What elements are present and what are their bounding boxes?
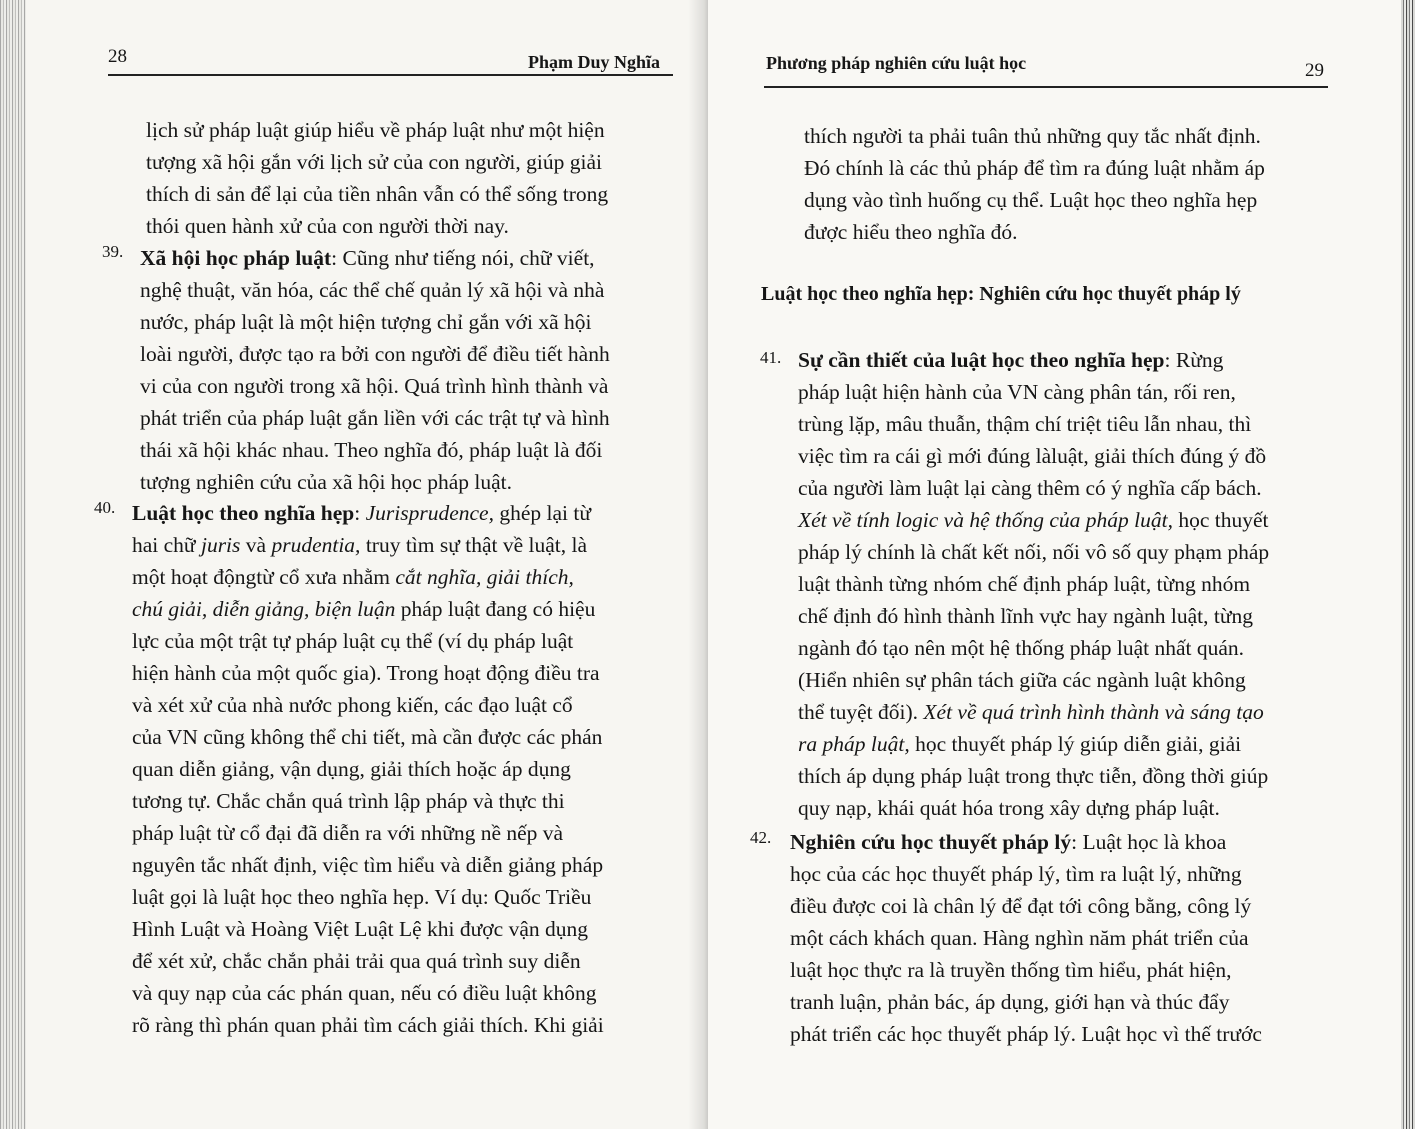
page-edge-right: [1401, 0, 1415, 1129]
text-span: : Rừng: [1164, 348, 1224, 372]
text-line: trùng lặp, mâu thuẫn, thậm chí triệt tiêu lẫn nhau, thì: [798, 412, 1252, 436]
left-running-head: Phạm Duy Nghĩa: [528, 52, 661, 72]
text-line: nguyên tắc nhất định, việc tìm hiểu và diễn giảng pháp: [132, 853, 604, 877]
text-line: của người làm luật lại càng thêm có ý nghĩa cấp bách.: [798, 476, 1262, 500]
right-page: [708, 0, 1415, 1129]
text-line: thái xã hội khác nhau. Theo nghĩa đó, pháp luật là đối: [140, 438, 603, 462]
right-running-head: Phương pháp nghiên cứu luật học: [766, 53, 1027, 73]
paragraph-number-40: 40.: [94, 498, 116, 517]
italic-span: prudentia,: [271, 533, 361, 557]
text-line: tượng xã hội gắn với lịch sử của con người, giúp giải: [146, 150, 602, 174]
right-page-number: 29: [1305, 60, 1324, 81]
text-line: việc tìm ra cái gì mới đúng làluật, giải thích đúng ý đồ: [798, 444, 1267, 468]
text-span: truy tìm sự thật về luật, là: [360, 533, 588, 557]
text-line: điều được coi là chân lý để đạt tới công bằng, công lý: [790, 894, 1252, 918]
text-line: học của các học thuyết pháp lý, tìm ra luật lý, những: [790, 862, 1242, 886]
text-line: Hình Luật và Hoàng Việt Luật Lệ khi được vận dụng: [132, 917, 589, 941]
paragraph-41: [798, 344, 1322, 824]
text-line: (Hiển nhiên sự phân tách giữa các ngành luật không: [798, 668, 1246, 692]
text-span: hai chữ: [132, 533, 201, 557]
italic-span: Jurisprudence,: [365, 501, 494, 525]
text-line: và quy nạp của các phán quan, nếu có điều luật không: [132, 981, 597, 1005]
paragraph-39: [140, 242, 668, 498]
italic-span: cắt nghĩa, giải thích,: [395, 565, 574, 589]
paragraph-number-42: 42.: [750, 828, 772, 847]
text-line: dụng vào tình huống cụ thể. Luật học theo nghĩa hẹp: [804, 188, 1258, 212]
text-span: : Luật học là khoa: [1071, 830, 1227, 854]
text-line: tương tự. Chắc chắn quá trình lập pháp và thực thi: [132, 789, 565, 813]
text-span: : Cũng như tiếng nói, chữ viết,: [331, 246, 595, 270]
page-edge-left: [0, 0, 26, 1129]
text-line: thích áp dụng pháp luật trong thực tiễn, đồng thời giúp: [798, 764, 1269, 788]
text-span: một hoạt độngtừ cổ xưa nhằm: [132, 565, 396, 589]
italic-span: juris: [200, 533, 241, 557]
right-intro-text: [804, 120, 1328, 248]
text-span: và: [240, 533, 272, 557]
paragraph-40: [132, 497, 662, 1041]
text-line: ngành đó tạo nên một hệ thống pháp luật nhất quán.: [798, 636, 1245, 660]
section-heading: Luật học theo nghĩa hẹp: Nghiên cứu học thuyết pháp lý: [761, 283, 1241, 305]
text-line: phát triển của pháp luật gắn liền với các trật tự và hình: [140, 406, 610, 430]
paragraph-42: [790, 826, 1314, 1050]
text-line: thích di sản để lại của tiền nhân vẫn có thể sống trong: [146, 182, 609, 206]
text-line: phát triển các học thuyết pháp lý. Luật học vì thế trước: [790, 1022, 1262, 1046]
paragraph-number-39: 39.: [102, 242, 124, 261]
paragraph-heading: Xã hội học pháp luật: [140, 246, 332, 270]
text-line: tượng nghiên cứu của xã hội học pháp luật.: [140, 470, 513, 494]
text-line: quan diễn giảng, vận dụng, giải thích hoặc áp dụng: [132, 757, 571, 781]
text-line: vi của con người trong xã hội. Quá trình hình thành và: [140, 374, 609, 398]
italic-span: chú giải, diễn giảng, biện luận: [132, 597, 396, 621]
text-line: hiện hành của một quốc gia). Trong hoạt động điều tra: [132, 661, 600, 685]
text-line: luật thành từng nhóm chế định pháp luật, từng nhóm: [798, 572, 1251, 596]
text-line: quy nạp, khái quát hóa trong xây dựng pháp luật.: [798, 796, 1220, 820]
text-line: pháp luật từ cổ đại đã diễn ra với những nề nếp và: [132, 821, 564, 845]
text-line: luật học thực ra là truyền thống tìm hiểu, phát hiện,: [790, 958, 1232, 982]
text-line: pháp luật hiện hành của VN càng phân tán, rối ren,: [798, 380, 1236, 404]
paragraph-heading: Sự cần thiết của luật học theo nghĩa hẹp: [798, 348, 1165, 372]
italic-span: ra pháp luật,: [798, 732, 910, 756]
text-span: ghép lại từ: [493, 501, 591, 525]
text-span: pháp luật đang có hiệu: [395, 597, 596, 621]
left-header-rule: [108, 74, 673, 76]
text-span: :: [354, 501, 366, 525]
text-line: thói quen hành xử của con người thời nay.: [146, 214, 509, 238]
paragraph-heading: Luật học theo nghĩa hẹp: [132, 501, 355, 525]
text-line: tranh luận, phản bác, áp dụng, giới hạn và thúc đẩy: [790, 990, 1230, 1014]
text-line: thích người ta phải tuân thủ những quy tắc nhất định.: [804, 124, 1261, 148]
text-line: Đó chính là các thủ pháp để tìm ra đúng luật nhằm áp: [804, 156, 1265, 180]
italic-span: Xét về tính logic và hệ thống của pháp luật,: [798, 508, 1173, 532]
text-line: lực của một trật tự pháp luật cụ thể (ví dụ pháp luật: [132, 629, 574, 653]
left-page-number: 28: [108, 46, 127, 67]
text-line: lịch sử pháp luật giúp hiểu về pháp luật như một hiện: [146, 118, 605, 142]
text-line: nước, pháp luật là một hiện tượng chỉ gắn với xã hội: [140, 310, 592, 334]
italic-span: Xét về quá trình hình thành và sáng tạo: [923, 700, 1264, 724]
left-intro-text: [146, 114, 670, 242]
text-line: rõ ràng thì phán quan phải tìm cách giải thích. Khi giải: [132, 1013, 604, 1037]
paragraph-heading: Nghiên cứu học thuyết pháp lý: [790, 830, 1072, 854]
paragraph-number-41: 41.: [760, 348, 782, 367]
text-line: một cách khách quan. Hàng nghìn năm phát triển của: [790, 926, 1249, 950]
text-span: thể tuyệt đối).: [798, 700, 924, 724]
text-line: pháp lý chính là chất kết nối, nối vô số quy phạm pháp: [798, 540, 1270, 564]
text-line: của VN cũng không thể chi tiết, mà cần được các phán: [132, 725, 603, 749]
text-line: nghệ thuật, văn hóa, các thể chế quản lý xã hội và nhà: [140, 278, 605, 302]
text-span: học thuyết pháp lý giúp diễn giải, giải: [909, 732, 1242, 756]
text-line: chế định đó hình thành lĩnh vực hay ngành luật, từng: [798, 604, 1254, 628]
text-line: loài người, được tạo ra bởi con người để điều tiết hành: [140, 342, 610, 366]
right-header-rule: [764, 86, 1328, 88]
text-line: luật gọi là luật học theo nghĩa hẹp. Ví dụ: Quốc Triều: [132, 885, 592, 909]
text-line: để xét xử, chắc chắn phải trải qua quá trình suy diễn: [132, 949, 581, 973]
text-line: và xét xử của nhà nước phong kiến, các đạo luật cổ: [132, 693, 573, 717]
text-line: được hiểu theo nghĩa đó.: [804, 220, 1018, 244]
text-span: học thuyết: [1172, 508, 1269, 532]
